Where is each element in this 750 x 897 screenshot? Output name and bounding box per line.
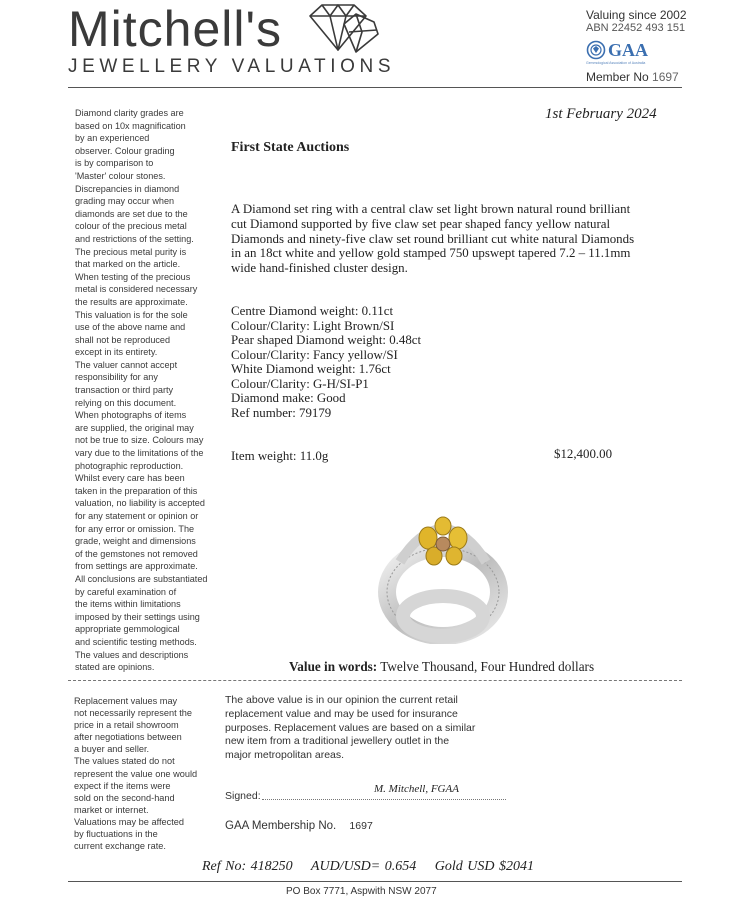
- disclaimer-line: by careful examination of: [75, 586, 177, 597]
- disclaimer-line: for any statement or opinion or: [75, 511, 199, 521]
- disclaimer-line: diamonds are set due to the: [75, 208, 188, 219]
- signatory-name: M. Mitchell, FGAA: [374, 783, 459, 795]
- disclaimer-line: All conclusions are substantiated: [75, 573, 208, 584]
- description-line: Diamonds and ninety-five claw set round brilliant cut white natural Diamonds: [231, 231, 635, 246]
- disclaimer-line: the items within limitations: [75, 599, 181, 610]
- value-in-words: [289, 659, 594, 675]
- gaa-membership-number: 1697: [349, 820, 373, 832]
- disclaimer-line: responsibility for any: [75, 372, 158, 383]
- valuation-date: 1st February 2024: [545, 106, 657, 122]
- gaa-membership: [225, 820, 373, 832]
- disclaimer-line: photographic reproduction.: [75, 460, 184, 471]
- brand-subtitle: JEWELLERY VALUATIONS: [68, 56, 396, 77]
- item-description: [231, 202, 661, 276]
- value-in-words-label: Value in words:: [289, 659, 378, 674]
- disclaimer-line: except in its entirety.: [75, 347, 158, 358]
- replacement-disclaimer-line: by fluctuations in the: [74, 829, 158, 840]
- replacement-statement-line: new item from a traditional jewellery outlet in the: [225, 735, 450, 748]
- spec-line: Centre Diamond weight: 0.11ct: [231, 304, 394, 318]
- replacement-disclaimer-line: sold on the second-hand: [74, 792, 175, 803]
- disclaimer-line: vary due to the limitations of the: [75, 448, 204, 459]
- disclaimer-line: observer. Colour grading: [75, 145, 175, 156]
- disclaimer-line: grading may occur when: [75, 196, 175, 207]
- replacement-disclaimer-line: Replacement values may: [74, 696, 178, 706]
- signature-line: [262, 799, 506, 800]
- abn-number: ABN 22452 493 151: [586, 22, 686, 34]
- disclaimer-line: colour of the precious metal: [75, 221, 187, 232]
- replacement-statement: [225, 694, 495, 763]
- replacement-statement-line: major metropolitan areas.: [225, 749, 345, 762]
- replacement-disclaimer: [74, 695, 219, 852]
- disclaimer-line: from settings are approximate.: [75, 561, 198, 572]
- disclaimer-line: of the gemstones not removed: [75, 548, 198, 559]
- disclaimer-line: by an experienced: [75, 133, 150, 144]
- disclaimer-line: transaction or third party: [75, 385, 174, 396]
- disclaimer-line: relying on this document.: [75, 397, 177, 408]
- disclaimer-line: When photographs of items: [75, 410, 187, 421]
- disclaimer-line: Whilst every care has been: [75, 473, 185, 484]
- disclaimer-line: Diamond clarity grades are: [75, 108, 184, 118]
- gaa-logo-subtext: Gemmological Association of Australia: [586, 61, 646, 65]
- spec-line: Colour/Clarity: Fancy yellow/SI: [231, 347, 398, 362]
- gaa-membership-label: GAA Membership No.: [225, 820, 337, 832]
- item-specifications: [231, 304, 421, 420]
- gold-price: Gold USD $2041: [434, 859, 534, 874]
- signed-label: Signed:: [225, 790, 261, 802]
- spec-line: Pear shaped Diamond weight: 0.48ct: [231, 333, 422, 347]
- spec-line: Diamond make: Good: [231, 391, 346, 405]
- replacement-disclaimer-line: The values stated do not: [74, 756, 175, 767]
- replacement-statement-line: replacement value and may be used for insurance: [225, 707, 458, 720]
- spec-line: Colour/Clarity: G-H/SI-P1: [231, 376, 369, 391]
- disclaimer-line: This valuation is for the sole: [75, 309, 188, 320]
- exchange-rate: AUD/USD= 0.654: [310, 859, 417, 874]
- replacement-statement-line: The above value is in our opinion the current retail: [225, 694, 458, 706]
- disclaimer-line: based on 10x magnification: [75, 120, 186, 131]
- gaa-logo: [586, 40, 661, 68]
- disclaimer-line: The precious metal purity is: [75, 246, 187, 257]
- spec-line: Colour/Clarity: Light Brown/SI: [231, 318, 395, 333]
- description-line: cut Diamond supported by five claw set pear shaped fancy yellow natural: [231, 216, 611, 231]
- ref-number: Ref No: 418250: [202, 859, 293, 874]
- item-weight: Item weight: 11.0g: [231, 449, 329, 463]
- disclaimer-line: use of the above name and: [75, 322, 186, 333]
- disclaimer-line: and scientific testing methods.: [75, 636, 197, 647]
- replacement-disclaimer-line: not necessarily represent the: [74, 708, 192, 719]
- replacement-disclaimer-line: a buyer and seller.: [74, 744, 150, 755]
- disclaimer-line: The values and descriptions: [75, 649, 189, 660]
- gaa-emblem-icon: [586, 40, 606, 60]
- disclaimer-line: the results are approximate.: [75, 296, 188, 307]
- disclaimer-line: that marked on the article.: [75, 259, 181, 270]
- disclaimer-text: [75, 107, 218, 674]
- disclaimer-line: When testing of the precious: [75, 271, 191, 282]
- description-line: wide hand-finished cluster design.: [231, 261, 408, 276]
- disclaimer-line: metal is considered necessary: [75, 284, 198, 295]
- disclaimer-line: not be true to size. Colours may: [75, 435, 204, 446]
- header-divider: [68, 87, 682, 88]
- disclaimer-line: 'Master' colour stones.: [75, 170, 166, 181]
- member-number: [586, 70, 679, 84]
- brand-name: Mitchell's: [68, 1, 283, 57]
- disclaimer-line: imposed by their settings using: [75, 611, 200, 622]
- disclaimer-line: are supplied, the original may: [75, 422, 194, 433]
- member-label: Member No: [586, 70, 649, 84]
- valuing-since: Valuing since 2002: [586, 8, 687, 22]
- spec-line: White Diamond weight: 1.76ct: [231, 362, 391, 376]
- disclaimer-line: taken in the preparation of this: [75, 485, 198, 496]
- member-number-value: 1697: [652, 70, 679, 84]
- disclaimer-line: Discrepancies in diamond: [75, 183, 180, 194]
- disclaimer-line: for any error or omission. The: [75, 523, 195, 534]
- disclaimer-line: stated are opinions.: [75, 662, 155, 673]
- disclaimer-line: The valuer cannot accept: [75, 359, 178, 370]
- description-line: in an 18ct white and yellow gold stamped 750 upswept tapered 7.2 – 11.1mm: [231, 246, 631, 261]
- disclaimer-line: valuation, no liability is accepted: [75, 498, 205, 509]
- disclaimer-line: grade, weight and dimensions: [75, 536, 196, 547]
- footer-reference: [202, 859, 548, 875]
- diamond-outline-icon: [304, 2, 382, 56]
- replacement-statement-line: purposes. Replacement values are based on a similar: [225, 721, 476, 734]
- disclaimer-line: and restrictions of the setting.: [75, 233, 194, 244]
- section-divider: [68, 680, 682, 681]
- valuation-price: $12,400.00: [554, 447, 613, 461]
- replacement-disclaimer-line: Valuations may be affected: [74, 816, 184, 827]
- description-line: A Diamond set ring with a central claw set light brown natural round brilliant: [231, 202, 631, 216]
- disclaimer-line: appropriate gemmological: [75, 624, 180, 635]
- replacement-disclaimer-line: current exchange rate.: [74, 841, 166, 852]
- disclaimer-line: is by comparison to: [75, 158, 154, 169]
- value-in-words-text: Twelve Thousand, Four Hundred dollars: [380, 659, 595, 674]
- spec-line: Ref number: 79179: [231, 405, 332, 420]
- replacement-disclaimer-line: price in a retail showroom: [74, 720, 179, 731]
- replacement-disclaimer-line: represent the value one would: [74, 768, 198, 779]
- footer-divider: [68, 881, 682, 882]
- gaa-logo-text: GAA: [608, 40, 648, 60]
- disclaimer-line: shall not be reproduced: [75, 334, 171, 345]
- footer-address: PO Box 7771, Aspwith NSW 2077: [286, 886, 437, 897]
- ring-photo-icon: [378, 512, 508, 644]
- recipient-name: First State Auctions: [231, 140, 350, 155]
- replacement-disclaimer-line: after negotiations between: [74, 732, 182, 743]
- replacement-disclaimer-line: market or internet.: [74, 804, 149, 815]
- replacement-disclaimer-line: expect if the items were: [74, 780, 171, 791]
